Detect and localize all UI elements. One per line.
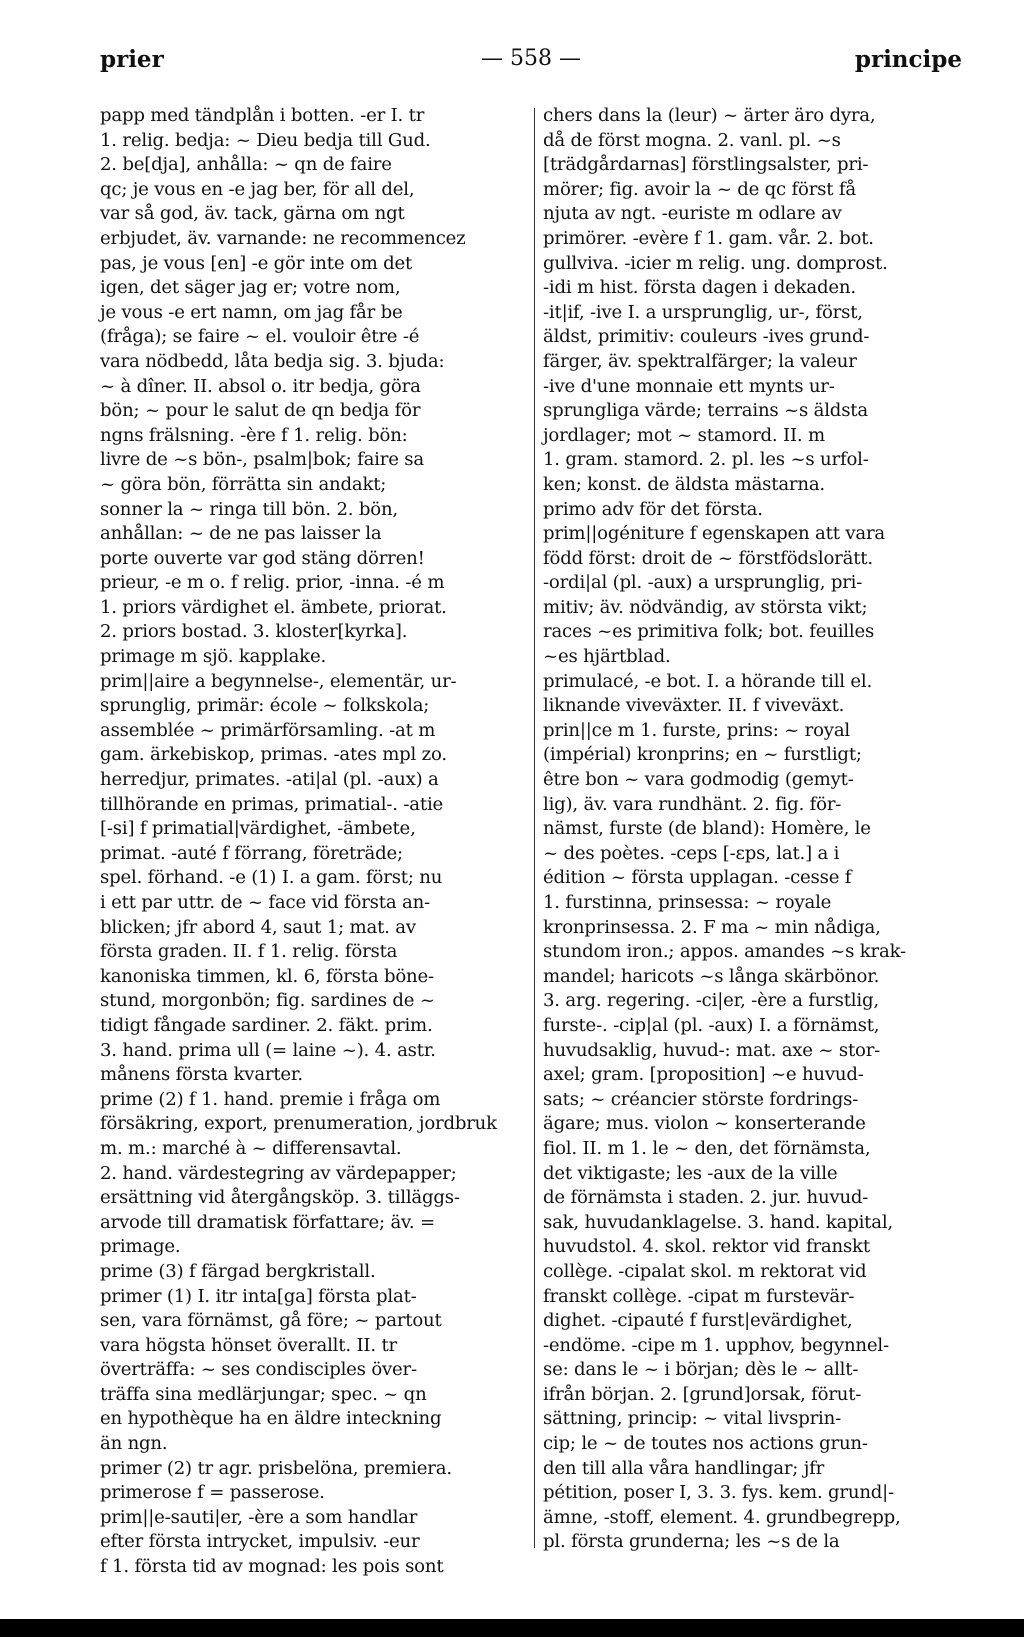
dictionary-line: races ~es primitiva folk; bot. feuilles (543, 621, 875, 643)
dictionary-line: 3. hand. prima ull (= laine ~). 4. astr. (100, 1039, 436, 1061)
dictionary-line: mandel; haricots ~s långa skärbönor. (543, 965, 880, 987)
dictionary-line: qc; je vous en -e jag ber, för all del, (100, 178, 415, 200)
dictionary-line: -endöme. -cipe m 1. upphov, begynnel- (543, 1334, 889, 1356)
dictionary-line: -ive d'une monnaie ett mynts ur- (543, 375, 835, 397)
dictionary-line: édition ~ första upplagan. -cesse f (543, 867, 852, 889)
page-number: — 558 — (481, 46, 581, 71)
dictionary-line: ifrån början. 2. [grund]orsak, förut- (543, 1383, 862, 1405)
dictionary-line: 2. hand. värdestegring av värdepapper; (100, 1162, 457, 1184)
dictionary-line: ~ des poètes. -ceps [-εps, lat.] a i (543, 842, 840, 864)
dictionary-line: franskt collège. -cipat m furstevär- (543, 1285, 855, 1307)
dictionary-line: 1. gram. stamord. 2. pl. les ~s urfol- (543, 449, 869, 471)
dictionary-line: ersättning vid återgångsköp. 3. tilläggs- (100, 1187, 460, 1209)
dictionary-line: primulacé, -e bot. I. a hörande till el. (543, 670, 873, 692)
dictionary-line: mitiv; äv. nödvändig, av största vikt; (543, 596, 868, 618)
dictionary-line: blicken; jfr abord 4, saut 1; mat. av (100, 916, 416, 938)
dictionary-line: ngns frälsning. -ère f 1. relig. bön: (100, 424, 408, 446)
dictionary-line: efter första intrycket, impulsiv. -eur (100, 1531, 420, 1553)
dictionary-line: collège. -cipalat skol. m rektorat vid (543, 1260, 867, 1282)
dictionary-line: primörer. -evère f 1. gam. vår. 2. bot. (543, 227, 874, 249)
column-divider (534, 108, 535, 1548)
dictionary-line: -it|if, -ive I. a ursprunglig, ur-, först, (543, 301, 863, 323)
dictionary-line: primat. -auté f förrang, företräde; (100, 842, 403, 864)
dictionary-line: herredjur, primates. -ati|al (pl. -aux) a (100, 769, 439, 791)
dictionary-line: mörer; fig. avoir la ~ de qc först få (543, 178, 856, 200)
dictionary-line: första graden. II. f 1. relig. första (100, 941, 398, 963)
dictionary-line: -ordi|al (pl. -aux) a ursprunglig, pri- (543, 572, 863, 594)
dictionary-line: ~ à dîner. II. absol o. itr bedja, göra (100, 375, 421, 397)
dictionary-line: fiol. II. m 1. le ~ den, det förnämsta, (543, 1137, 871, 1159)
dictionary-line: 1. relig. bedja: ~ Dieu bedja till Gud. (100, 129, 431, 151)
dictionary-line: [-si] f primatial|värdighet, -ämbete, (100, 818, 416, 840)
header-last-word: principe (854, 46, 962, 73)
dictionary-line: försäkring, export, prenumeration, jordbruk (100, 1113, 497, 1135)
dictionary-line: prin||ce m 1. furste, prins: ~ royal (543, 719, 851, 741)
dictionary-line: pl. första grunderna; les ~s de la (543, 1531, 840, 1553)
dictionary-line: var så god, äv. tack, gärna om ngt (100, 203, 405, 225)
dictionary-line: prim||aire a begynnelse-, elementär, ur- (100, 670, 457, 692)
dictionary-line: anhållan: ~ de ne pas laisser la (100, 523, 382, 545)
dictionary-line: pas, je vous [en] -e gör inte om det (100, 252, 413, 274)
dictionary-line: kanoniska timmen, kl. 6, första böne- (100, 965, 434, 987)
right-column (543, 104, 959, 1555)
dictionary-line: primage m sjö. kapplake. (100, 646, 327, 668)
dictionary-line: prim||ogéniture f egenskapen att vara (543, 523, 885, 545)
dictionary-line: sprungliga värde; terrains ~s äldsta (543, 400, 868, 422)
dictionary-line: sats; ~ créancier störste fordrings- (543, 1088, 859, 1110)
dictionary-line: ~es hjärtblad. (543, 646, 671, 668)
dictionary-line: primage. (100, 1236, 181, 1258)
dictionary-line: m. m.: marché à ~ differensavtal. (100, 1137, 402, 1159)
dictionary-line: 2. priors bostad. 3. kloster[kyrka]. (100, 621, 408, 643)
dictionary-line: tillhörande en primas, primatial-. -atie (100, 793, 444, 815)
dictionary-line: 1. priors värdighet el. ämbete, priorat. (100, 596, 447, 618)
dictionary-line: pétition, poser I, 3. 3. fys. kem. grund|- (543, 1482, 894, 1504)
dictionary-line: 2. be[dja], anhålla: ~ qn de faire (100, 154, 392, 176)
dictionary-line: erbjudet, äv. varnande: ne recommencez (100, 227, 466, 249)
dictionary-line: se: dans le ~ i början; dès le ~ allt- (543, 1359, 859, 1381)
dictionary-line: livre de ~s bön-, psalm|bok; faire sa (100, 449, 424, 471)
dictionary-line: primer (1) I. itr inta[ga] första plat- (100, 1285, 417, 1307)
dictionary-line: huvudsaklig, huvud-: mat. axe ~ stor- (543, 1039, 881, 1061)
dictionary-line: igen, det säger jag er; votre nom, (100, 277, 401, 299)
dictionary-line: furste-. -cip|al (pl. -aux) I. a förnämst, (543, 1014, 880, 1036)
dictionary-line: en hypothèque ha en äldre inteckning (100, 1408, 442, 1430)
dictionary-line: primerose f = passerose. (100, 1482, 325, 1504)
dictionary-line: bön; ~ pour le salut de qn bedja för (100, 400, 421, 422)
dictionary-line: 1. furstinna, prinsessa: ~ royale (543, 892, 832, 913)
dictionary-line: papp med tändplån i botten. -er I. tr (100, 105, 425, 126)
dictionary-line: överträffa: ~ ses condisciples över- (100, 1359, 417, 1381)
dictionary-line: vara högsta hönset överallt. II. tr (100, 1334, 397, 1356)
dictionary-line: sonner la ~ ringa till bön. 2. bön, (100, 498, 398, 520)
dictionary-line: ~ göra bön, förrätta sin andakt; (100, 473, 387, 495)
dictionary-line: den till alla våra handlingar; jfr (543, 1457, 825, 1479)
dictionary-line: stund, morgonbön; fig. sardines de ~ (100, 990, 435, 1012)
dictionary-line: ämne, -stoff, element. 4. grundbegrepp, (543, 1506, 901, 1528)
dictionary-line: äldst, primitiv: couleurs -ives grund- (543, 326, 870, 348)
dictionary-line: cip; le ~ de toutes nos actions grun- (543, 1433, 868, 1455)
dictionary-line: porte ouverte var god stäng dörren! (100, 547, 425, 569)
dictionary-line: sen, vara förnämst, gå före; ~ partout (100, 1310, 442, 1332)
dictionary-line: être bon ~ vara godmodig (gemyt- (543, 769, 854, 791)
dictionary-line: chers dans la (leur) ~ ärter äro dyra, (543, 105, 876, 126)
dictionary-line: nämst, furste (de bland): Homère, le (543, 818, 871, 840)
dictionary-line: i ett par uttr. de ~ face vid första an- (100, 892, 430, 913)
left-column (100, 104, 516, 1580)
dictionary-line: prieur, -e m o. f relig. prior, -inna. -é m (100, 572, 445, 594)
dictionary-line: liknande viveväxter. II. f viveväxt. (543, 695, 845, 717)
dictionary-line: månens första kvarter. (100, 1064, 303, 1086)
dictionary-line: tidigt fångade sardiner. 2. fäkt. prim. (100, 1014, 433, 1036)
dictionary-line: stundom iron.; appos. amandes ~s krak- (543, 941, 906, 963)
dictionary-line: prime (2) f 1. hand. premie i fråga om (100, 1088, 441, 1110)
dictionary-line: lig), äv. vara rundhänt. 2. fig. för- (543, 793, 842, 815)
dictionary-line: [trädgårdarnas] förstlingsalster, pri- (543, 154, 869, 176)
dictionary-line: -idi m hist. första dagen i dekaden. (543, 277, 856, 299)
dictionary-line: gullviva. -icier m relig. ung. domprost. (543, 252, 888, 274)
dictionary-line: assemblée ~ primärförsamling. -at m (100, 719, 436, 741)
dictionary-line: huvudstol. 4. skol. rektor vid franskt (543, 1236, 870, 1258)
dictionary-line: (fråga); se faire ~ el. vouloir être -é (100, 326, 420, 348)
dictionary-line: sprunglig, primär: école ~ folkskola; (100, 695, 430, 717)
dictionary-line: då de först mogna. 2. vanl. pl. ~s (543, 129, 841, 151)
dictionary-line: dighet. -cipauté f furst|evärdighet, (543, 1310, 853, 1332)
dictionary-line: gam. ärkebiskop, primas. -ates mpl zo. (100, 744, 447, 766)
dictionary-line: det viktigaste; les -aux de la ville (543, 1162, 838, 1184)
page-header (100, 46, 962, 80)
dictionary-line: kronprinsessa. 2. F ma ~ min nådiga, (543, 916, 881, 938)
dictionary-line: spel. förhand. -e (1) I. a gam. först; nu (100, 867, 443, 889)
dictionary-line: (impérial) kronprins; en ~ furstligt; (543, 744, 862, 766)
dictionary-line: sak, huvudanklagelse. 3. hand. kapital, (543, 1211, 893, 1233)
dictionary-line: född först: droit de ~ förstfödslorätt. (543, 547, 873, 569)
dictionary-line: än ngn. (100, 1433, 168, 1455)
dictionary-line: jordlager; mot ~ stamord. II. m (543, 424, 825, 446)
dictionary-line: vara nödbedd, låta bedja sig. 3. bjuda: (100, 350, 445, 372)
dictionary-line: f 1. första tid av mognad: les pois sont (100, 1556, 444, 1578)
dictionary-line: je vous -e ert namn, om jag får be (100, 301, 403, 323)
dictionary-line: de förnämsta i staden. 2. jur. huvud- (543, 1187, 869, 1209)
header-first-word: prier (100, 46, 164, 73)
dictionary-line: prime (3) f färgad bergkristall. (100, 1260, 376, 1282)
dictionary-line: primer (2) tr agr. prisbelöna, premiera. (100, 1457, 452, 1479)
dictionary-line: sättning, princip: ~ vital livsprin- (543, 1408, 841, 1430)
dictionary-line: färger, äv. spektralfärger; la valeur (543, 350, 857, 372)
dictionary-line: primo adv för det första. (543, 498, 763, 520)
dictionary-line: arvode till dramatisk författare; äv. = (100, 1211, 435, 1233)
dictionary-line: prim||e-sauti|er, -ère a som handlar (100, 1506, 418, 1528)
dictionary-line: ägare; mus. violon ~ konserterande (543, 1113, 866, 1135)
dictionary-line: njuta av ngt. -euriste m odlare av (543, 203, 842, 225)
scan-bottom-edge (0, 1619, 1024, 1637)
dictionary-line: axel; gram. [proposition] ~e huvud- (543, 1064, 864, 1086)
dictionary-line: ken; konst. de äldsta mästarna. (543, 473, 825, 495)
dictionary-line: 3. arg. regering. -ci|er, -ère a furstlig, (543, 990, 879, 1012)
dictionary-line: träffa sina medlärjungar; spec. ~ qn (100, 1383, 427, 1405)
